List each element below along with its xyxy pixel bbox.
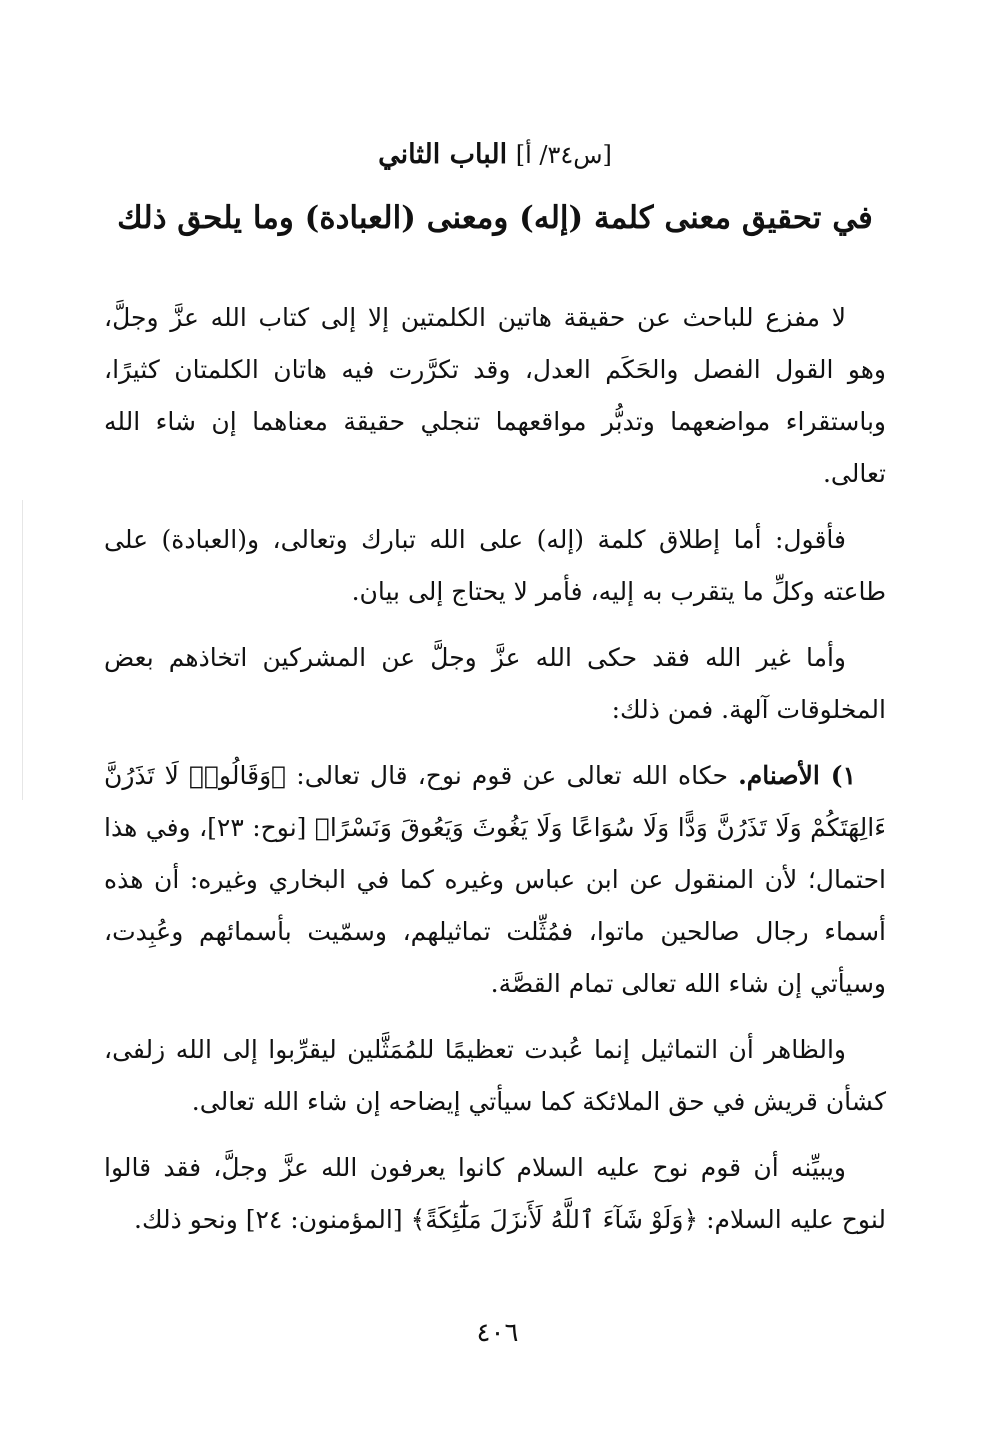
chapter-title: الباب الثاني [378, 139, 508, 170]
paragraph-text: فأقول: أما إطلاق كلمة (إله) على الله تبارك وتعالى، و(العبادة) على طاعته وكلِّ ما يتقرب به إليه، فأمر لا يحتاج إلى بيان. [104, 525, 886, 606]
paragraph-text: ويبيِّنه أن قوم نوح عليه السلام كانوا يعرفون الله عزَّ وجلَّ، فقد قالوا لنوح عليه السلام: ﴿وَلَوْ شَآءَ ٱللَّهُ لَأَنزَلَ مَلَٰٓئِكَةً﴾ [المؤمنون: ٢٤] ونحو ذلك. [104, 1153, 886, 1234]
paragraph [104, 1024, 886, 1128]
paragraph [104, 750, 886, 1010]
body-text [104, 292, 886, 1260]
list-item-lead: ١) الأصنام. [738, 761, 857, 790]
paragraph [104, 1142, 886, 1246]
paragraph-text: لا مفزع للباحث عن حقيقة هاتين الكلمتين إلا إلى كتاب الله عزَّ وجلَّ، وهو القول الفصل والحَكَم العدل، وقد تكرَّرت فيه هاتان الكلمتان كثيرًا، وباستقراء مواضعهما وتدبُّر مواقعهما تنجلي حقيقة معناهما إن شاء الله تعالى. [104, 303, 886, 488]
chapter-subtitle: في تحقيق معنى كلمة (إله) ومعنى (العبادة) وما يلحق ذلك [117, 200, 873, 236]
paragraph [104, 514, 886, 618]
paragraph [104, 632, 886, 736]
chapter-header [100, 135, 890, 175]
paragraph-text: حكاه الله تعالى عن قوم نوح، قال تعالى: ﴿وَقَالُوا۟ لَا تَذَرُنَّ ءَالِهَتَكُمْ وَلَا تَذَرُنَّ وَدًّا وَلَا سُوَاعًا وَلَا يَغُوثَ وَيَعُوقَ وَنَسْرًا﴾ [نوح: ٢٣]، وفي هذا احتمال؛ لأن المنقول عن ابن عباس وغيره كما في البخاري وغيره: أن هذه أسماء رجال صالحين ماتوا، فمُثِّلت تماثيلهم، وسمّيت بأسمائهم وعُبِدت، وسيأتي إن شاء الله تعالى تمام القصَّة. [104, 761, 886, 998]
page-number: ٤٠٦ [476, 1318, 519, 1348]
paragraph-text: وأما غير الله فقد حكى الله عزَّ وجلَّ عن المشركين اتخاذهم بعض المخلوقات آلهة. فمن ذلك: [104, 643, 886, 724]
scan-margin-line [22, 500, 23, 800]
paragraph-text: والظاهر أن التماثيل إنما عُبدت تعظيمًا للمُمَثَّلين ليقرِّبوا إلى الله زلفى، كشأن قريش في حق الملائكة كما سيأتي إيضاحه إن شاء الله تعالى. [104, 1035, 886, 1116]
manuscript-reference: [س٣٤/ أ] [515, 141, 612, 169]
paragraph [104, 292, 886, 500]
